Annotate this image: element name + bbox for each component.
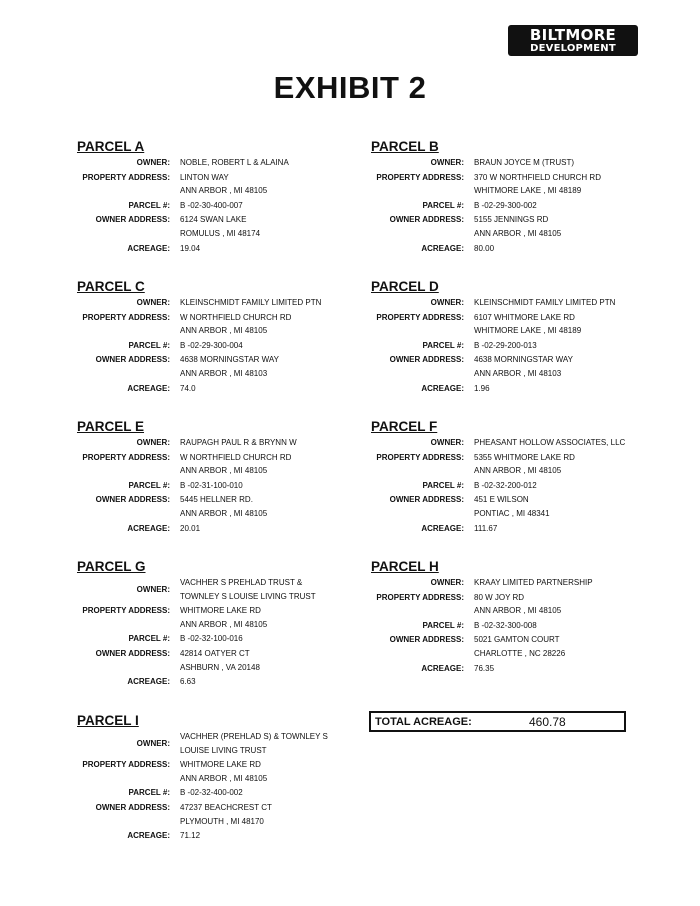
field-row-owner bbox=[77, 156, 367, 170]
field-value bbox=[180, 479, 367, 493]
field-row-acreage bbox=[77, 382, 367, 396]
field-value-line: ANN ARBOR , MI 48105 bbox=[180, 773, 268, 783]
field-value bbox=[474, 591, 661, 618]
field-value-line: 6124 SWAN LAKE bbox=[180, 215, 247, 225]
field-row-owner bbox=[77, 436, 367, 450]
field-value bbox=[180, 675, 367, 689]
field-row-acreage bbox=[77, 829, 367, 843]
field-value bbox=[180, 339, 367, 353]
field-value-line: VACHHER S PREHLAD TRUST & bbox=[180, 578, 303, 587]
parcel-title: PARCEL B bbox=[371, 139, 439, 154]
field-value-line: 4638 MORNINGSTAR WAY bbox=[180, 355, 279, 365]
field-row-parcel-no bbox=[77, 199, 367, 213]
parcel-c bbox=[77, 279, 367, 395]
field-row-owner bbox=[371, 156, 661, 170]
field-label: PARCEL #: bbox=[422, 480, 464, 490]
field-value bbox=[474, 156, 661, 170]
field-value bbox=[180, 730, 367, 757]
page-title: EXHIBIT 2 bbox=[273, 70, 427, 105]
field-value-line: B -02-29-200-013 bbox=[474, 340, 537, 350]
field-row-owner-address bbox=[77, 493, 367, 520]
field-value bbox=[474, 296, 661, 310]
field-value-line: BRAUN JOYCE M (TRUST) bbox=[474, 158, 574, 167]
field-value-line: 5155 JENNINGS RD bbox=[474, 215, 549, 225]
logo-line2: DEVELOPMENT bbox=[530, 42, 616, 54]
field-label: PARCEL #: bbox=[422, 200, 464, 210]
field-value-line: 5445 HELLNER RD. bbox=[180, 495, 253, 505]
field-value-line: B -02-31-100-010 bbox=[180, 480, 243, 490]
field-row-property-address bbox=[77, 311, 367, 338]
field-row-acreage bbox=[77, 242, 367, 256]
field-value bbox=[180, 604, 367, 631]
field-value bbox=[180, 758, 367, 785]
field-value-line: PLYMOUTH , MI 48170 bbox=[180, 816, 264, 826]
field-value-line: RAUPAGH PAUL R & BRYNN W bbox=[180, 438, 297, 447]
field-label: OWNER ADDRESS: bbox=[95, 495, 170, 505]
field-value-line: ANN ARBOR , MI 48105 bbox=[180, 619, 268, 629]
field-row-parcel-no bbox=[371, 479, 661, 493]
field-value bbox=[474, 199, 661, 213]
field-label: ACREAGE: bbox=[421, 663, 464, 673]
field-label: ACREAGE: bbox=[421, 523, 464, 533]
field-value bbox=[474, 522, 661, 536]
field-value-line: WHITMORE LAKE , MI 48189 bbox=[474, 186, 582, 196]
field-value-line: B -02-32-200-012 bbox=[474, 480, 537, 490]
field-row-owner-address bbox=[77, 801, 367, 828]
field-value bbox=[474, 493, 661, 520]
field-value-line: 20.01 bbox=[180, 523, 201, 533]
field-value-line: WHITMORE LAKE RD bbox=[180, 760, 261, 770]
field-value bbox=[180, 156, 367, 170]
field-label: OWNER ADDRESS: bbox=[389, 635, 464, 645]
field-value bbox=[180, 451, 367, 478]
field-row-property-address bbox=[77, 758, 367, 785]
parcel-title: PARCEL D bbox=[371, 279, 439, 294]
field-label: PROPERTY ADDRESS: bbox=[376, 452, 464, 462]
parcel-title: PARCEL C bbox=[77, 279, 145, 294]
field-label: ACREAGE: bbox=[127, 523, 170, 533]
field-row-acreage bbox=[371, 662, 661, 676]
field-value-line: 76.35 bbox=[474, 663, 495, 673]
field-row-property-address bbox=[371, 451, 661, 478]
field-value-line: B -02-29-300-002 bbox=[474, 200, 537, 210]
field-row-property-address bbox=[371, 591, 661, 618]
field-value-line: WHITMORE LAKE , MI 48189 bbox=[474, 326, 582, 336]
field-value bbox=[474, 213, 661, 240]
parcel-title: PARCEL G bbox=[77, 559, 146, 574]
field-label: PROPERTY ADDRESS: bbox=[82, 452, 170, 462]
field-value bbox=[180, 801, 367, 828]
field-label: OWNER: bbox=[136, 438, 170, 447]
field-value bbox=[180, 829, 367, 843]
field-row-owner bbox=[371, 296, 661, 310]
field-label: PROPERTY ADDRESS: bbox=[376, 312, 464, 322]
field-value bbox=[180, 632, 367, 646]
field-label: OWNER ADDRESS: bbox=[389, 215, 464, 225]
field-label: PARCEL #: bbox=[422, 340, 464, 350]
field-label: OWNER: bbox=[430, 438, 464, 447]
field-label: ACREAGE: bbox=[127, 831, 170, 841]
field-row-owner-address bbox=[77, 353, 367, 380]
field-label: OWNER ADDRESS: bbox=[95, 215, 170, 225]
field-value-line: ANN ARBOR , MI 48105 bbox=[474, 606, 562, 616]
field-label: PARCEL #: bbox=[128, 480, 170, 490]
field-value-line: ANN ARBOR , MI 48105 bbox=[474, 228, 562, 238]
field-label: OWNER: bbox=[136, 158, 170, 167]
field-row-acreage bbox=[371, 522, 661, 536]
field-row-acreage bbox=[77, 675, 367, 689]
field-row-parcel-no bbox=[77, 786, 367, 800]
field-value bbox=[474, 382, 661, 396]
field-value-line: ANN ARBOR , MI 48105 bbox=[474, 466, 562, 476]
field-value-line: 5355 WHITMORE LAKE RD bbox=[474, 452, 575, 462]
field-value-line: TOWNLEY S LOUISE LIVING TRUST bbox=[180, 591, 316, 601]
field-label: OWNER: bbox=[430, 298, 464, 307]
field-value bbox=[180, 647, 367, 674]
field-value bbox=[180, 213, 367, 240]
total-acreage-box bbox=[369, 711, 626, 732]
field-value bbox=[180, 786, 367, 800]
field-value-line: B -02-32-100-016 bbox=[180, 634, 243, 644]
field-value-line: 111.67 bbox=[474, 523, 498, 533]
field-value bbox=[474, 311, 661, 338]
field-label: OWNER ADDRESS: bbox=[95, 648, 170, 658]
field-label: PROPERTY ADDRESS: bbox=[82, 606, 170, 616]
field-value bbox=[474, 479, 661, 493]
field-value-line: 80 W JOY RD bbox=[474, 592, 525, 602]
field-row-owner-address bbox=[371, 633, 661, 660]
field-row-acreage bbox=[371, 242, 661, 256]
field-value-line: 71.12 bbox=[180, 831, 201, 841]
field-value bbox=[180, 353, 367, 380]
field-label: PARCEL #: bbox=[128, 340, 170, 350]
field-row-owner-address bbox=[371, 213, 661, 240]
parcel-f bbox=[371, 419, 661, 535]
parcel-title: PARCEL H bbox=[371, 559, 439, 574]
field-value-line: B -02-30-400-007 bbox=[180, 200, 243, 210]
field-value-line: 4638 MORNINGSTAR WAY bbox=[474, 355, 573, 365]
field-label: PARCEL #: bbox=[128, 788, 170, 798]
total-acreage-label: TOTAL ACREAGE: bbox=[375, 715, 472, 728]
field-value-line: ROMULUS , MI 48174 bbox=[180, 228, 261, 238]
field-value bbox=[474, 619, 661, 633]
field-label: OWNER ADDRESS: bbox=[389, 355, 464, 365]
field-value bbox=[474, 436, 661, 450]
field-label: OWNER: bbox=[430, 158, 464, 167]
field-label: OWNER ADDRESS: bbox=[389, 495, 464, 505]
field-label: OWNER: bbox=[136, 584, 170, 594]
field-value bbox=[474, 353, 661, 380]
field-label: OWNER: bbox=[430, 578, 464, 587]
field-row-property-address bbox=[371, 171, 661, 198]
field-value-line: W NORTHFIELD CHURCH RD bbox=[180, 452, 292, 462]
field-label: OWNER ADDRESS: bbox=[95, 355, 170, 365]
field-row-parcel-no bbox=[371, 199, 661, 213]
parcel-b bbox=[371, 139, 661, 255]
field-value-line: LOUISE LIVING TRUST bbox=[180, 745, 267, 755]
field-value-line: PHEASANT HOLLOW ASSOCIATES, LLC bbox=[474, 438, 626, 447]
field-value bbox=[474, 662, 661, 676]
field-label: ACREAGE: bbox=[127, 677, 170, 687]
field-value-line: CHARLOTTE , NC 28226 bbox=[474, 648, 566, 658]
field-value-line: LINTON WAY bbox=[180, 172, 229, 182]
field-value bbox=[180, 436, 367, 450]
field-label: PARCEL #: bbox=[422, 620, 464, 630]
field-value-line: 6107 WHITMORE LAKE RD bbox=[474, 312, 575, 322]
parcel-d bbox=[371, 279, 661, 395]
field-row-parcel-no bbox=[77, 339, 367, 353]
field-value-line: 80.00 bbox=[474, 243, 495, 253]
field-value bbox=[180, 242, 367, 256]
field-value bbox=[180, 493, 367, 520]
field-label: PROPERTY ADDRESS: bbox=[82, 172, 170, 182]
field-value-line: 6.63 bbox=[180, 677, 196, 687]
parcel-title: PARCEL F bbox=[371, 419, 438, 434]
field-label: ACREAGE: bbox=[127, 243, 170, 253]
field-value-line: W NORTHFIELD CHURCH RD bbox=[180, 312, 292, 322]
field-value-line: NOBLE, ROBERT L & ALAINA bbox=[180, 158, 289, 167]
parcel-a bbox=[77, 139, 367, 255]
field-row-acreage bbox=[77, 522, 367, 536]
field-value-line: KRAAY LIMITED PARTNERSHIP bbox=[474, 578, 593, 587]
field-label: PROPERTY ADDRESS: bbox=[82, 312, 170, 322]
field-value-line: WHITMORE LAKE RD bbox=[180, 606, 261, 616]
parcel-g bbox=[77, 559, 367, 689]
field-value-line: 47237 BEACHCREST CT bbox=[180, 802, 272, 812]
field-value-line: KLEINSCHMIDT FAMILY LIMITED PTN bbox=[474, 298, 616, 307]
field-value-line: ANN ARBOR , MI 48103 bbox=[474, 368, 562, 378]
field-value-line: ANN ARBOR , MI 48105 bbox=[180, 466, 268, 476]
field-row-parcel-no bbox=[77, 632, 367, 646]
field-row-owner-address bbox=[371, 493, 661, 520]
parcel-title: PARCEL A bbox=[77, 139, 145, 154]
parcel-title: PARCEL E bbox=[77, 419, 145, 434]
field-value bbox=[180, 522, 367, 536]
field-row-owner bbox=[371, 576, 661, 590]
field-value-line: B -02-32-400-002 bbox=[180, 788, 243, 798]
field-value bbox=[474, 451, 661, 478]
field-value-line: 5021 GAMTON COURT bbox=[474, 635, 560, 645]
field-label: PROPERTY ADDRESS: bbox=[376, 592, 464, 602]
field-value-line: 19.04 bbox=[180, 243, 201, 253]
field-label: OWNER ADDRESS: bbox=[95, 802, 170, 812]
field-row-property-address bbox=[77, 451, 367, 478]
field-row-property-address bbox=[77, 171, 367, 198]
field-label: PARCEL #: bbox=[128, 200, 170, 210]
parcel-e bbox=[77, 419, 367, 535]
field-row-owner bbox=[77, 296, 367, 310]
field-label: PROPERTY ADDRESS: bbox=[82, 760, 170, 770]
field-label: OWNER: bbox=[136, 298, 170, 307]
field-value-line: ASHBURN , VA 20148 bbox=[180, 662, 260, 672]
field-row-owner bbox=[77, 730, 367, 757]
logo-line1: BILTMORE bbox=[529, 25, 617, 44]
field-value bbox=[180, 296, 367, 310]
field-value bbox=[180, 199, 367, 213]
field-row-parcel-no bbox=[77, 479, 367, 493]
field-row-parcel-no bbox=[371, 339, 661, 353]
field-value bbox=[474, 242, 661, 256]
field-value bbox=[180, 382, 367, 396]
field-row-property-address bbox=[77, 604, 367, 631]
parcel-h bbox=[371, 559, 661, 675]
parcel-title: PARCEL I bbox=[77, 713, 139, 728]
field-value-line: VACHHER (PREHLAD S) & TOWNLEY S bbox=[180, 732, 328, 741]
field-row-owner-address bbox=[77, 213, 367, 240]
field-value-line: ANN ARBOR , MI 48105 bbox=[180, 326, 268, 336]
field-value-line: ANN ARBOR , MI 48105 bbox=[180, 508, 268, 518]
field-value-line: 1.96 bbox=[474, 383, 490, 393]
field-value bbox=[180, 171, 367, 198]
biltmore-logo bbox=[508, 25, 638, 56]
field-value-line: B -02-32-300-008 bbox=[474, 620, 537, 630]
field-label: ACREAGE: bbox=[421, 243, 464, 253]
field-label: ACREAGE: bbox=[127, 383, 170, 393]
field-row-parcel-no bbox=[371, 619, 661, 633]
field-value-line: 42814 OATYER CT bbox=[180, 648, 250, 658]
field-value bbox=[474, 576, 661, 590]
field-value-line: KLEINSCHMIDT FAMILY LIMITED PTN bbox=[180, 298, 322, 307]
field-value-line: ANN ARBOR , MI 48105 bbox=[180, 186, 268, 196]
field-value-line: PONTIAC , MI 48341 bbox=[474, 508, 550, 518]
field-row-owner-address bbox=[77, 647, 367, 674]
field-value bbox=[474, 339, 661, 353]
field-value-line: 74.0 bbox=[180, 383, 196, 393]
field-value bbox=[474, 171, 661, 198]
field-row-owner bbox=[371, 436, 661, 450]
parcel-i bbox=[77, 713, 367, 843]
field-value-line: B -02-29-300-004 bbox=[180, 340, 243, 350]
field-row-owner-address bbox=[371, 353, 661, 380]
field-value bbox=[180, 311, 367, 338]
field-row-acreage bbox=[371, 382, 661, 396]
field-row-owner bbox=[77, 576, 367, 603]
field-label: PROPERTY ADDRESS: bbox=[376, 172, 464, 182]
field-value bbox=[474, 633, 661, 660]
total-acreage-value: 460.78 bbox=[529, 714, 566, 729]
field-value-line: 370 W NORTHFIELD CHURCH RD bbox=[474, 172, 601, 182]
field-label: OWNER: bbox=[136, 738, 170, 748]
field-row-property-address bbox=[371, 311, 661, 338]
field-value-line: ANN ARBOR , MI 48103 bbox=[180, 368, 268, 378]
field-value bbox=[180, 576, 367, 603]
field-value-line: 451 E WILSON bbox=[474, 495, 529, 505]
field-label: ACREAGE: bbox=[421, 383, 464, 393]
field-label: PARCEL #: bbox=[128, 634, 170, 644]
